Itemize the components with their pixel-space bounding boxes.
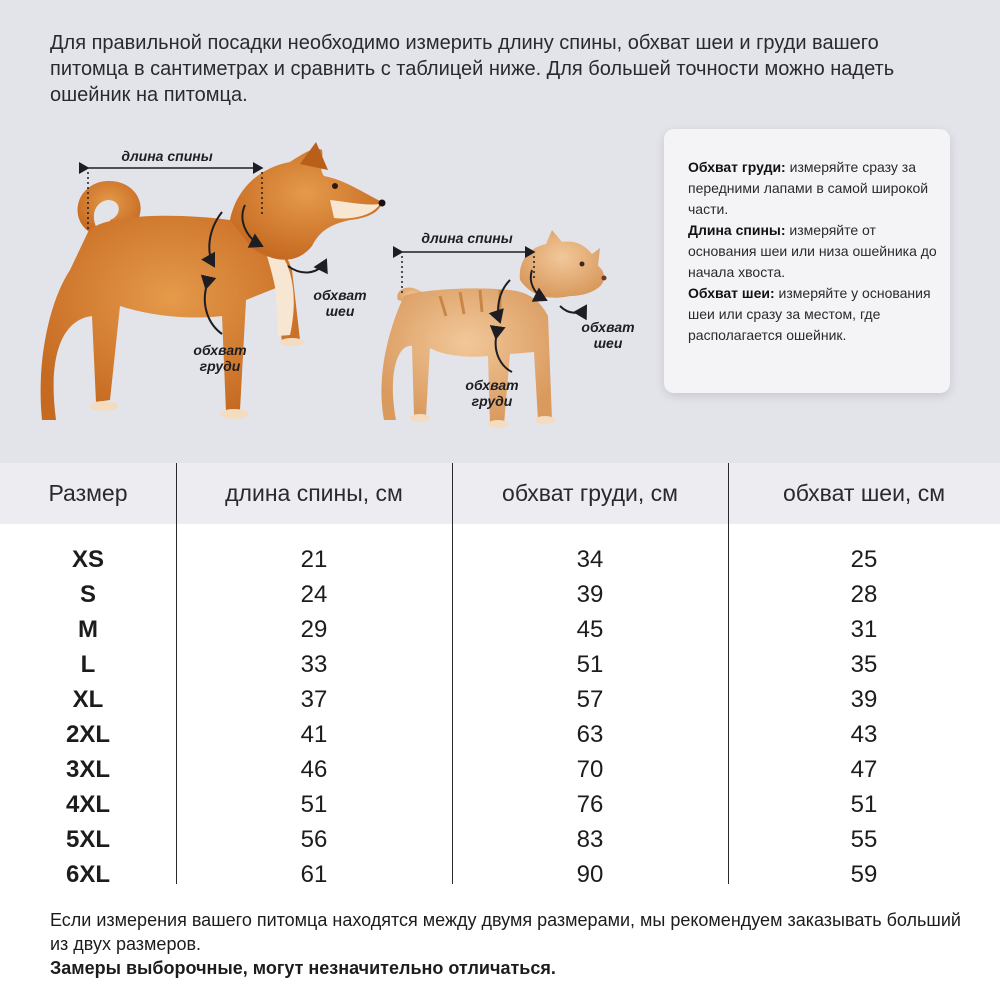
cell-chest: 83: [576, 826, 604, 853]
dog-neck-label-line1: обхват: [313, 287, 367, 303]
cat-neck-arrow-2: [560, 306, 586, 313]
dog-neck-arrow-2: [288, 260, 326, 272]
cell-back-length: 24: [300, 581, 328, 608]
cell-size: XL: [72, 686, 104, 713]
cell-chest: 90: [576, 861, 604, 888]
dog-figure: [41, 142, 386, 420]
cell-chest: 63: [576, 721, 604, 748]
cell-chest: 39: [576, 581, 604, 608]
info-back-text: измеряйте от основания шеи или низа ошейника до начала хвоста.: [688, 222, 937, 280]
cell-size: M: [78, 616, 98, 643]
cat-chest-label-line2: груди: [471, 393, 513, 409]
cell-neck: 51: [850, 791, 878, 818]
cell-size: 3XL: [65, 756, 110, 783]
dog-chest-label: [180, 342, 260, 374]
header-neck: обхват шеи, см: [782, 480, 946, 506]
cat-chest-label-line1: обхват: [465, 377, 519, 393]
cell-size: 4XL: [65, 791, 110, 818]
cell-back-length: 21: [300, 546, 328, 573]
cell-chest: 76: [576, 791, 604, 818]
dog-chest-label-line2: груди: [199, 358, 241, 374]
measurement-illustration: [0, 120, 660, 440]
cell-size: 5XL: [65, 826, 110, 853]
footer-bold-note: Замеры выборочные, могут незначительно отличаться.: [50, 958, 556, 978]
dog-neck-label-line2: шеи: [325, 303, 355, 319]
cell-back-length: 51: [300, 791, 328, 818]
cell-chest: 70: [576, 756, 604, 783]
info-neck-text: измеряйте у основания шеи или сразу за местом, где располагается ошейник.: [688, 285, 931, 343]
header-size: Размер: [48, 480, 128, 506]
header-back-length: длина спины, см: [225, 480, 403, 506]
cell-size: 2XL: [65, 721, 110, 748]
info-chest-title: Обхват груди:: [688, 159, 786, 175]
info-chest-text: измеряйте сразу за передними лапами в самой широкой части.: [688, 159, 929, 217]
cell-chest: 34: [576, 546, 604, 573]
dog-neck-label: [300, 287, 380, 319]
cell-neck: 39: [850, 686, 878, 713]
cell-chest: 45: [576, 616, 604, 643]
cell-back-length: 33: [300, 651, 328, 678]
measurement-info-card: [664, 129, 950, 393]
cell-size: XS: [71, 546, 104, 573]
info-back-title: Длина спины:: [688, 222, 786, 238]
cell-chest: 57: [576, 686, 604, 713]
footer: [50, 908, 970, 980]
cell-neck: 31: [850, 616, 878, 643]
cell-neck: 25: [850, 546, 878, 573]
cell-back-length: 41: [300, 721, 328, 748]
info-text: [688, 157, 938, 346]
cat-back-label: длина спины: [421, 230, 513, 246]
cell-back-length: 29: [300, 616, 328, 643]
cell-neck: 43: [850, 721, 878, 748]
cat-neck-label-line2: шеи: [593, 335, 623, 351]
cell-size: L: [80, 651, 96, 678]
cat-neck-label-line1: обхват: [581, 319, 635, 335]
cat-neck-label: [568, 319, 648, 351]
cell-back-length: 61: [300, 861, 328, 888]
dog-chest-label-line1: обхват: [193, 342, 247, 358]
cell-neck: 28: [850, 581, 878, 608]
info-neck-title: Обхват шеи:: [688, 285, 775, 301]
header-chest: обхват груди, см: [502, 480, 678, 506]
footer-note: Если измерения вашего питомца находятся между двумя размерами, мы рекомендуем заказывать больший из двух размеров.: [50, 910, 961, 954]
cell-chest: 51: [576, 651, 604, 678]
size-table-header: [0, 463, 1000, 524]
dog-back-label: длина спины: [121, 148, 213, 164]
cell-neck: 55: [850, 826, 878, 853]
cell-back-length: 56: [300, 826, 328, 853]
pets-drawing: [0, 120, 660, 440]
cell-back-length: 46: [300, 756, 328, 783]
cell-back-length: 37: [300, 686, 328, 713]
cell-size: 6XL: [65, 861, 110, 888]
cell-neck: 47: [850, 756, 878, 783]
cell-neck: 35: [850, 651, 878, 678]
cell-size: S: [79, 581, 96, 608]
cell-neck: 59: [850, 861, 878, 888]
intro-text: Для правильной посадки необходимо измерить длину спины, обхват шеи и груди вашего питомца в сантиметрах и сравнить с таблицей ниже. Для большей точности можно надеть ошейник на питомца.: [50, 32, 895, 106]
cat-chest-label: [452, 377, 532, 409]
